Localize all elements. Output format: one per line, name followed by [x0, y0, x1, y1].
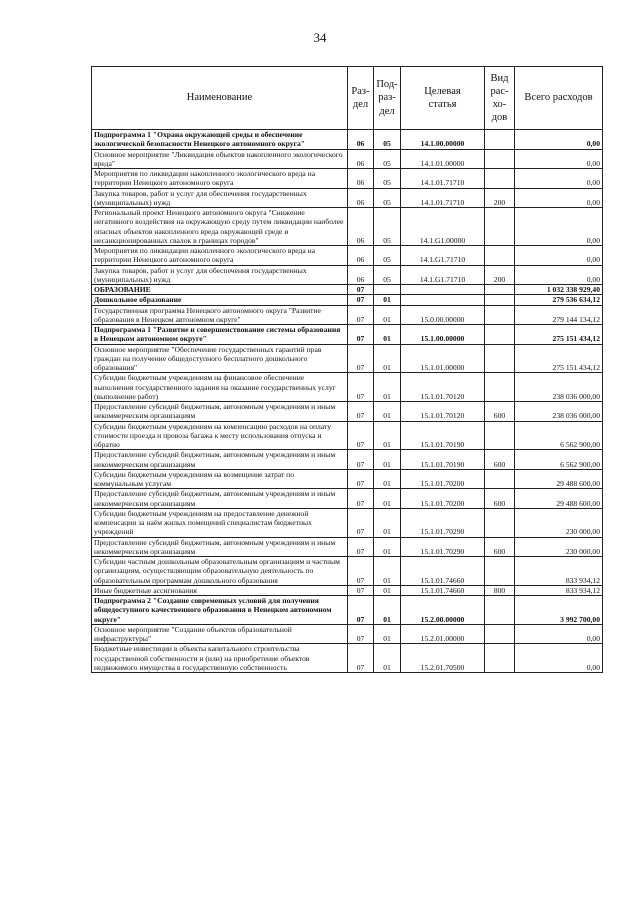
table-row: [92, 450, 603, 470]
row-total: 0,00: [515, 265, 603, 285]
row-subsection: 01: [374, 585, 401, 595]
row-section: 06: [348, 149, 374, 169]
row-section: 07: [348, 344, 374, 373]
col-header-subsection: Под- раз- дел: [374, 67, 401, 130]
table-header-row: [92, 67, 603, 130]
row-total: 238 036 000,00: [515, 402, 603, 422]
table-row: [92, 537, 603, 557]
page-number: 34: [313, 30, 327, 45]
row-name: Региональный проект Ненецкого автономного округа "Снижение негативного воздействия на окружающую среду путем ликвидации наиболее опасных объектов накопленного вреда окружающей среде и несанкционированных свалок в границах городов": [92, 208, 348, 246]
row-expense-type: [485, 624, 515, 644]
row-target: 15.1.00.00000: [401, 325, 485, 345]
row-name: Основное мероприятие "Создание объектов образовательной инфраструктуры": [92, 624, 348, 644]
row-section: 07: [348, 285, 374, 295]
row-target: 14.1.G1.71710: [401, 246, 485, 266]
row-target: 15.1.01.70120: [401, 373, 485, 402]
row-section: 07: [348, 373, 374, 402]
row-target: 14.1.01.00000: [401, 149, 485, 169]
row-subsection: 01: [374, 402, 401, 422]
row-expense-type: [485, 421, 515, 450]
table-row: [92, 295, 603, 305]
row-total: 230 000,00: [515, 537, 603, 557]
row-total: 1 032 338 929,40: [515, 285, 603, 295]
row-total: 238 036 000,00: [515, 373, 603, 402]
row-target: 14.1.00.00000: [401, 130, 485, 150]
row-expense-type: 600: [485, 537, 515, 557]
row-subsection: 01: [374, 644, 401, 673]
row-section: 07: [348, 624, 374, 644]
row-subsection: 05: [374, 130, 401, 150]
row-total: 833 934,12: [515, 557, 603, 586]
row-section: 07: [348, 295, 374, 305]
row-target: 15.1.01.70200: [401, 469, 485, 489]
col-header-expense-type: Вид рас- хо- дов: [485, 67, 515, 130]
row-target: 15.0.00.00000: [401, 305, 485, 325]
row-expense-type: [485, 373, 515, 402]
row-name: Субсидии бюджетным учреждениям на финансовое обеспечение выполнения государственного задания на оказание государственных услуг (выполнение работ): [92, 373, 348, 402]
row-subsection: 01: [374, 596, 401, 625]
row-section: 07: [348, 305, 374, 325]
table-row: [92, 325, 603, 345]
table-row: [92, 557, 603, 586]
row-expense-type: 200: [485, 188, 515, 208]
row-subsection: 01: [374, 344, 401, 373]
row-total: 230 000,00: [515, 508, 603, 537]
row-name: Предоставление субсидий бюджетным, автономным учреждениям и иным некоммерческим организациям: [92, 402, 348, 422]
table-row: [92, 130, 603, 150]
row-section: 06: [348, 169, 374, 189]
row-target: 15.2.01.00000: [401, 624, 485, 644]
row-name: Субсидии бюджетным учреждениям на возмещение затрат по коммунальным услугам: [92, 469, 348, 489]
row-expense-type: [485, 557, 515, 586]
table-row: [92, 265, 603, 285]
row-total: 0,00: [515, 169, 603, 189]
row-name: ОБРАЗОВАНИЕ: [92, 285, 348, 295]
row-name: Субсидии бюджетным учреждениям на компенсацию расходов на оплату стоимости проезда и провоза багажа к месту использования отпуска и обратно: [92, 421, 348, 450]
row-total: 275 151 434,12: [515, 344, 603, 373]
table-row: [92, 169, 603, 189]
table-row: [92, 188, 603, 208]
row-total: 29 488 600,00: [515, 489, 603, 509]
table-row: [92, 469, 603, 489]
row-subsection: 05: [374, 265, 401, 285]
row-section: 07: [348, 508, 374, 537]
row-subsection: 01: [374, 557, 401, 586]
row-expense-type: [485, 344, 515, 373]
col-header-target: Целевая статья: [401, 67, 485, 130]
table-row: [92, 149, 603, 169]
budget-table: [91, 66, 603, 673]
row-total: 0,00: [515, 130, 603, 150]
row-subsection: 01: [374, 450, 401, 470]
row-name: Субсидии частным дошкольным образовательным организациям и частным организациям, осуществляющим образовательную деятельность по образовательным программам дошкольного образования: [92, 557, 348, 586]
row-target: [401, 295, 485, 305]
row-section: 07: [348, 585, 374, 595]
row-subsection: 01: [374, 508, 401, 537]
row-target: 14.1.01.71710: [401, 188, 485, 208]
row-name: Мероприятия по ликвидации накопленного экологического вреда на территории Ненецкого автономного округа: [92, 169, 348, 189]
col-header-total: Всего расходов: [515, 67, 603, 130]
row-section: 07: [348, 469, 374, 489]
row-total: 29 488 600,00: [515, 469, 603, 489]
row-expense-type: [485, 285, 515, 295]
row-expense-type: [485, 644, 515, 673]
table-row: [92, 421, 603, 450]
table-row: [92, 305, 603, 325]
row-expense-type: [485, 208, 515, 246]
row-expense-type: [485, 169, 515, 189]
row-subsection: [374, 285, 401, 295]
row-total: 6 562 900,00: [515, 421, 603, 450]
row-subsection: 01: [374, 469, 401, 489]
row-name: Основное мероприятие "Ликвидация объектов накопленного экологического вреда": [92, 149, 348, 169]
table-row: [92, 246, 603, 266]
row-total: 0,00: [515, 644, 603, 673]
row-target: 14.1.01.71710: [401, 169, 485, 189]
row-subsection: 01: [374, 325, 401, 345]
row-expense-type: [485, 130, 515, 150]
row-section: 06: [348, 208, 374, 246]
row-name: Основное мероприятие "Обеспечение государственных гарантий прав граждан на получение общедоступного бесплатного дошкольного образования": [92, 344, 348, 373]
row-subsection: 05: [374, 208, 401, 246]
row-name: Предоставление субсидий бюджетным, автономным учреждениям и иным некоммерческим организациям: [92, 450, 348, 470]
row-target: 15.1.01.70290: [401, 508, 485, 537]
table-row: [92, 508, 603, 537]
table-row: [92, 489, 603, 509]
row-target: 15.1.01.70190: [401, 421, 485, 450]
row-expense-type: 200: [485, 265, 515, 285]
row-expense-type: [485, 295, 515, 305]
row-section: 07: [348, 325, 374, 345]
row-subsection: 01: [374, 295, 401, 305]
row-total: 0,00: [515, 188, 603, 208]
row-name: Предоставление субсидий бюджетным, автономным учреждениям и иным некоммерческим организациям: [92, 537, 348, 557]
row-target: 15.2.00.00000: [401, 596, 485, 625]
table-row: [92, 644, 603, 673]
row-name: Закупка товаров, работ и услуг для обеспечения государственных (муниципальных) нужд: [92, 188, 348, 208]
row-total: 279 536 634,12: [515, 295, 603, 305]
row-target: 15.1.01.70190: [401, 450, 485, 470]
row-subsection: 05: [374, 149, 401, 169]
row-subsection: 01: [374, 421, 401, 450]
row-name: Государственная программа Ненецкого автономного округа "Развитие образования в Ненецком автономном округе": [92, 305, 348, 325]
table-row: [92, 373, 603, 402]
row-total: 3 992 700,00: [515, 596, 603, 625]
table-row: [92, 208, 603, 246]
row-subsection: 01: [374, 489, 401, 509]
row-expense-type: [485, 596, 515, 625]
row-name: Подпрограмма 1 "Развитие и совершенствование системы образования в Ненецком автономном округе": [92, 325, 348, 345]
row-target: [401, 285, 485, 295]
row-target: 15.2.01.70500: [401, 644, 485, 673]
row-total: 0,00: [515, 208, 603, 246]
row-section: 07: [348, 450, 374, 470]
row-section: 06: [348, 188, 374, 208]
row-name: Иные бюджетные ассигнования: [92, 585, 348, 595]
row-subsection: 05: [374, 188, 401, 208]
row-subsection: 05: [374, 246, 401, 266]
row-total: 279 144 134,12: [515, 305, 603, 325]
row-subsection: 01: [374, 537, 401, 557]
row-total: 0,00: [515, 149, 603, 169]
row-section: 07: [348, 489, 374, 509]
table-row: [92, 596, 603, 625]
row-section: 06: [348, 265, 374, 285]
row-section: 07: [348, 421, 374, 450]
row-subsection: 05: [374, 169, 401, 189]
row-subsection: 01: [374, 305, 401, 325]
row-subsection: 01: [374, 624, 401, 644]
row-name: Предоставление субсидий бюджетным, автономным учреждениям и иным некоммерческим организациям: [92, 489, 348, 509]
table-row: [92, 624, 603, 644]
row-expense-type: 600: [485, 489, 515, 509]
row-total: 0,00: [515, 624, 603, 644]
table-row: [92, 402, 603, 422]
row-total: 275 151 434,12: [515, 325, 603, 345]
row-expense-type: 600: [485, 402, 515, 422]
row-expense-type: [485, 508, 515, 537]
table-row: [92, 285, 603, 295]
row-name: Закупка товаров, работ и услуг для обеспечения государственных (муниципальных) нужд: [92, 265, 348, 285]
row-section: 07: [348, 557, 374, 586]
table-row: [92, 585, 603, 595]
row-name: Дошкольное образование: [92, 295, 348, 305]
row-expense-type: [485, 149, 515, 169]
row-name: Бюджетные инвестиции в объекты капитального строительства государственной собственности и (или) на приобретение объектов недвижимого имущества в государственную собственность: [92, 644, 348, 673]
table-row: [92, 344, 603, 373]
col-header-name: Наименование: [92, 67, 348, 130]
row-expense-type: 800: [485, 585, 515, 595]
row-target: 15.1.01.00000: [401, 344, 485, 373]
row-total: 6 562 900,00: [515, 450, 603, 470]
row-target: 15.1.01.70120: [401, 402, 485, 422]
row-section: 07: [348, 596, 374, 625]
row-target: 14.1.G1.71710: [401, 265, 485, 285]
row-section: 06: [348, 246, 374, 266]
row-expense-type: [485, 325, 515, 345]
row-target: 15.1.01.74660: [401, 557, 485, 586]
row-expense-type: 600: [485, 450, 515, 470]
row-total: 833 934,12: [515, 585, 603, 595]
row-section: 06: [348, 130, 374, 150]
row-section: 07: [348, 644, 374, 673]
row-name: Мероприятия по ликвидации накопленного экологического вреда на территории Ненецкого автономного округа: [92, 246, 348, 266]
row-target: 14.1.G1.00000: [401, 208, 485, 246]
row-section: 07: [348, 537, 374, 557]
row-target: 15.1.01.70290: [401, 537, 485, 557]
row-name: Подпрограмма 1 "Охрана окружающей среды и обеспечение экологической безопасности Ненецкого автономного округа": [92, 130, 348, 150]
row-subsection: 01: [374, 373, 401, 402]
row-name: Подпрограмма 2 "Создание современных условий для получения общедоступного качественного образования в Ненецком автономном округе": [92, 596, 348, 625]
row-total: 0,00: [515, 246, 603, 266]
row-target: 15.1.01.70200: [401, 489, 485, 509]
row-name: Субсидии бюджетным учреждениям на предоставление денежной компенсации за наём жилых помещений специалистам бюджетных учреждений: [92, 508, 348, 537]
row-target: 15.1.01.74660: [401, 585, 485, 595]
row-expense-type: [485, 469, 515, 489]
row-expense-type: [485, 246, 515, 266]
col-header-section: Раз- дел: [348, 67, 374, 130]
row-expense-type: [485, 305, 515, 325]
row-section: 07: [348, 402, 374, 422]
